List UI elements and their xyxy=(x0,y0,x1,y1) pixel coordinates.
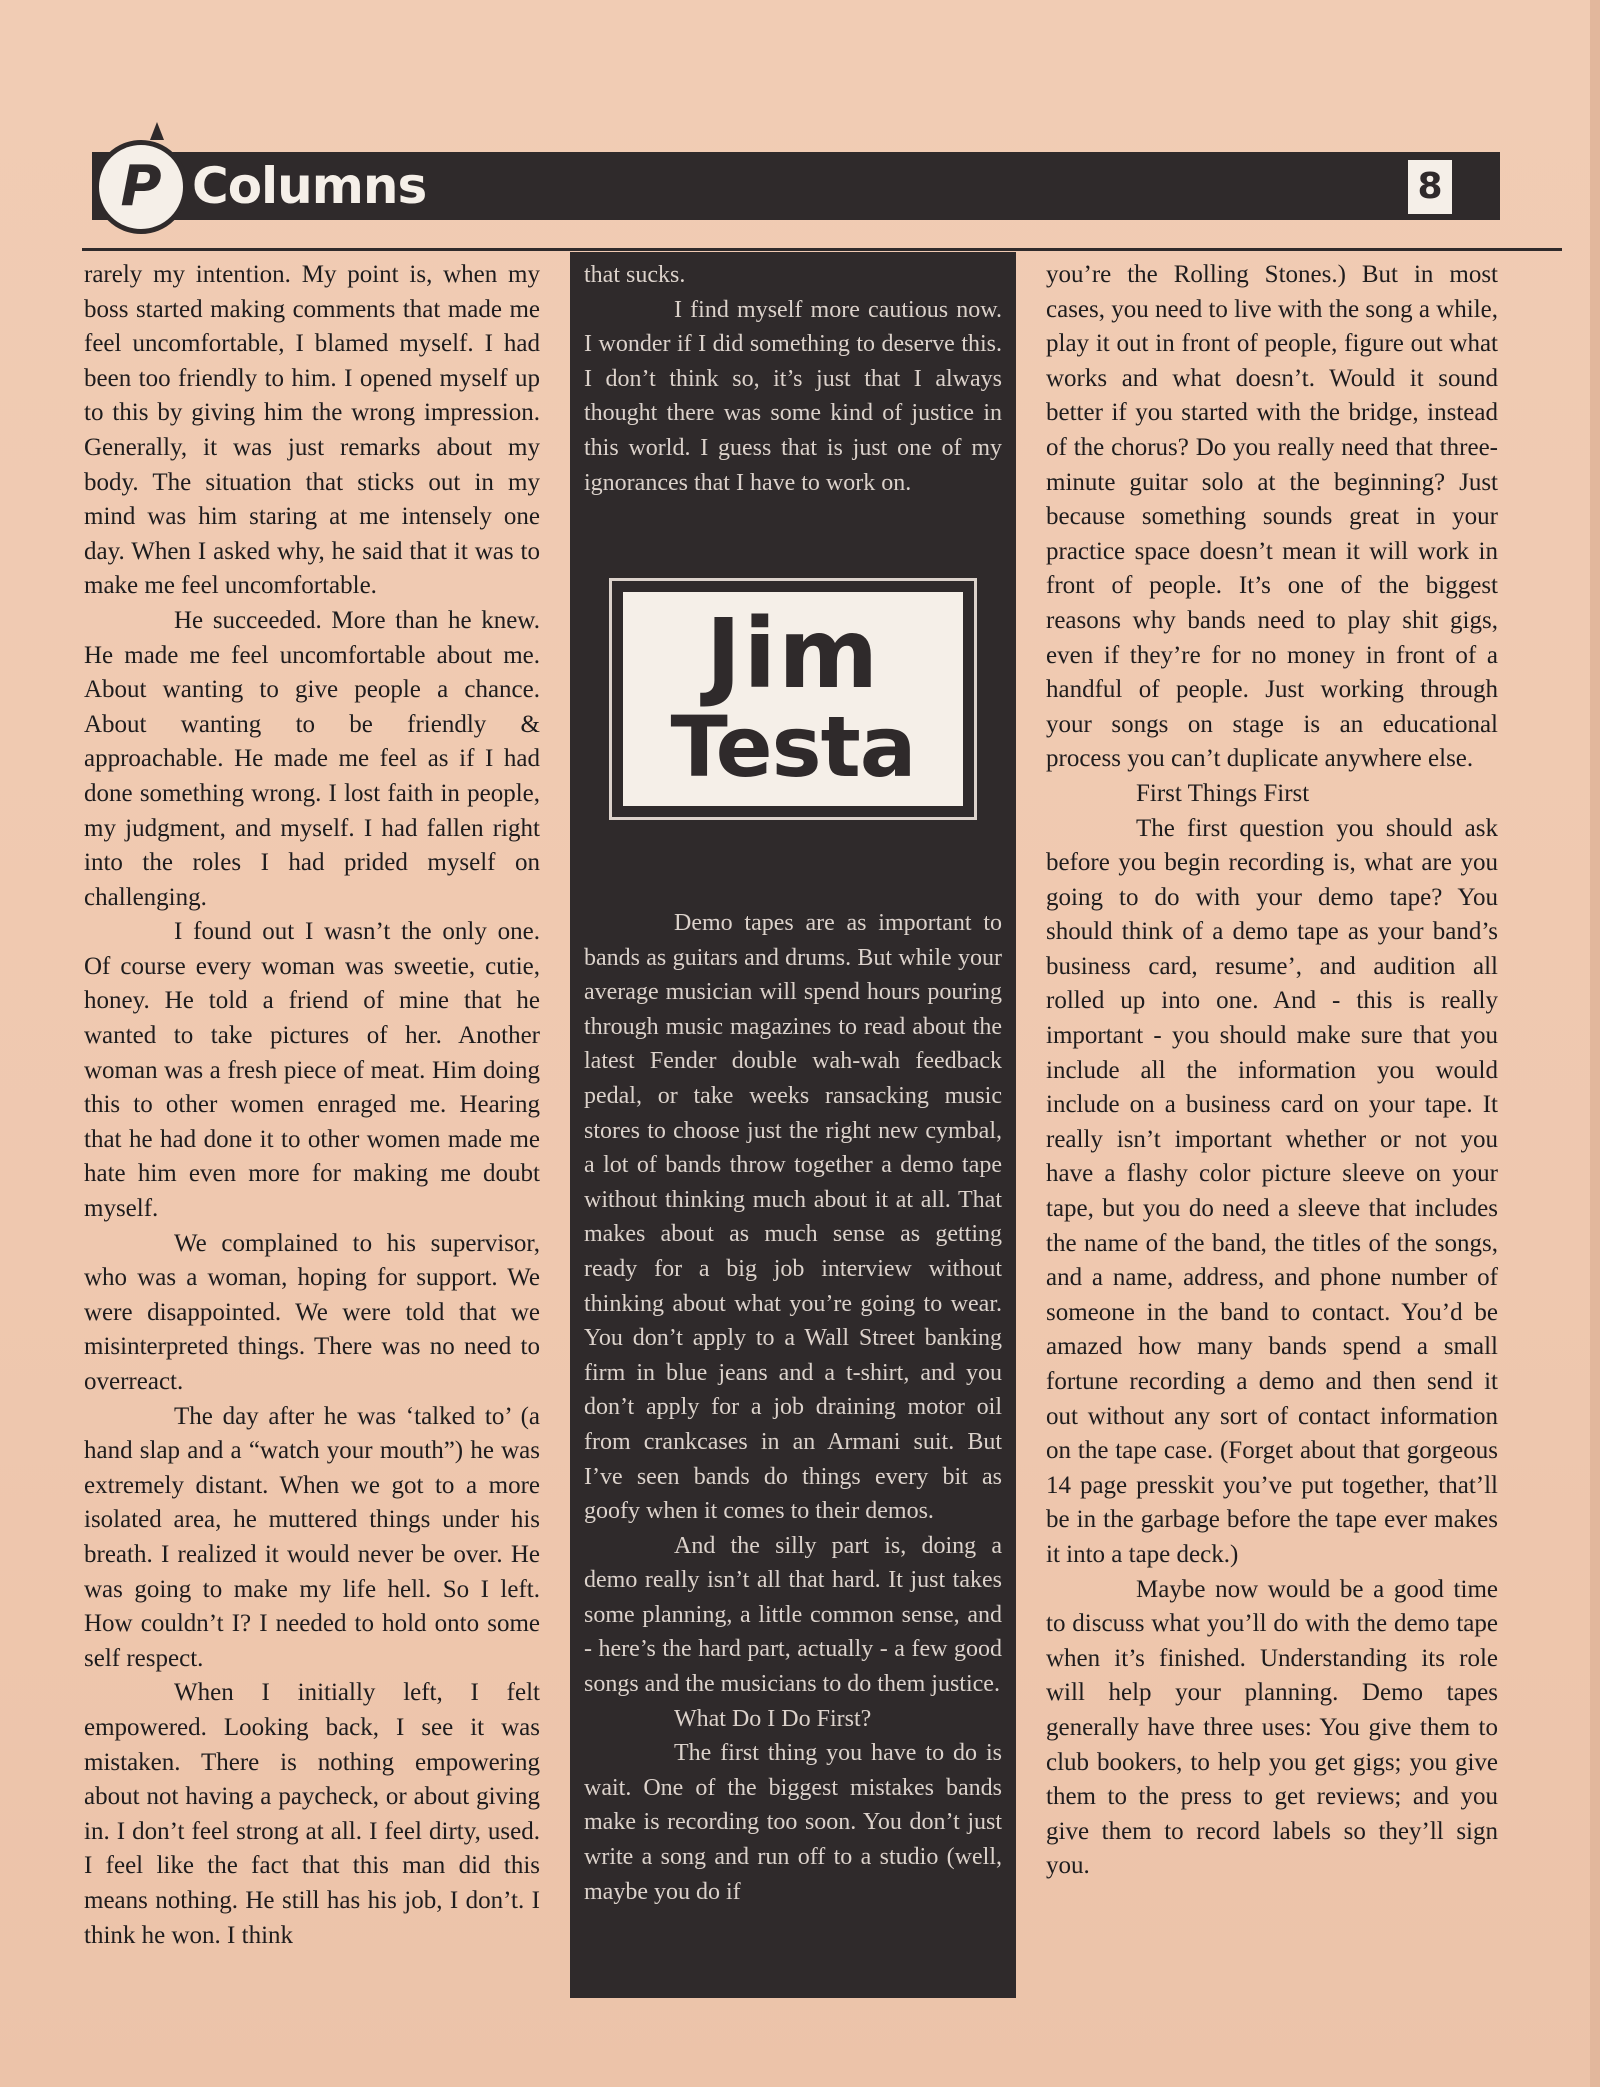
magazine-logo xyxy=(94,140,188,234)
column-right xyxy=(1046,258,1498,1884)
subheading: What Do I Do First? xyxy=(674,1705,872,1732)
column-middle-panel xyxy=(570,252,1016,1998)
logo-letter: P xyxy=(120,154,162,219)
paragraph: rarely my intention. My point is, when my boss started making comments that made me feel uncomfortable, I blamed myself. I had been too friendly to him. I opened myself up to this by giving him the wrong impression. Generally, it was just remarks about my body. The situation that sticks out in my mind was him staring at me intensely one day. When I asked why, he said that it was to make me feel uncomfortable. xyxy=(84,261,540,600)
paragraph: The first thing you have to do is wait. One of the biggest mistakes bands make is recording too soon. You don’t just write a song and run off to a studio (well, maybe you do if xyxy=(584,1740,1002,1905)
paragraph: I found out I wasn’t the only one. Of course every woman was sweetie, cutie, honey. He told a friend of mine that he wanted to take pictures of her. Another woman was a fresh piece of meat. Him doing this to other women enraged me. Hearing that he had done it to other women made me hate him even more for making me doubt myself. xyxy=(84,918,540,1223)
section-title: Columns xyxy=(192,157,427,215)
subheading: First Things First xyxy=(1136,779,1310,807)
paragraph: And the silly part is, doing a demo really isn’t all that hard. It just takes some planning, a little common sense, and - here’s the hard part, actually - a few good songs and the musicians to do them justice. xyxy=(584,1532,1002,1698)
paragraph: The first question you should ask before you begin recording is, what are you going to do with your demo tape? You should think of a demo tape as your band’s business card, resume’, and audition all rolled up into one. And - this is really important - you should make sure that you include all the information you would include on a business card on your tape. It really isn’t important whether or not you have a flashy color picture sleeve on your tape, but you do need a sleeve that includes the name of the band, the titles of the songs, and a name, address, and phone number of someone in the band to contact. You’d be amazed how many bands spend a small fortune recording a demo and then send it out without any sort of contact information on the tape case. (Forget about that gorgeous 14 page presskit you’ve put together, that’ll be in the garbage before the tape ever makes it into a tape deck.) xyxy=(1046,814,1498,1568)
article-body xyxy=(584,906,1002,2046)
page-number: 8 xyxy=(1408,160,1452,214)
paragraph: I find myself more cautious now. I wonder if I did something to deserve this. I don’t think so, it’s just that I always thought there was some kind of justice in this world. I guess that is just one of my ignorances that I have to work on. xyxy=(584,296,1002,496)
paragraph: The day after he was ‘talked to’ (a hand slap and a “watch your mouth”) he was extremely distant. When we got to a more isolated area, he muttered things under his breath. I realized it would never be over. He was going to make my life hell. So I left. How couldn’t I? I needed to hold onto some self respect. xyxy=(84,1402,540,1672)
paragraph: you’re the Rolling Stones.) But in most cases, you need to live with the song a while, play it out in front of people, figure out what works and what doesn’t. Would it sound better if you started with the bridge, instead of the chorus? Do you really need that three-minute guitar solo at the beginning? Just because something sounds great in your practice space doesn’t mean it will work in front of people. It’s one of the biggest reasons why bands need to play shit gigs, even if they’re for no money in front of a handful of people. Just working through your songs on stage is an educational process you can’t duplicate anywhere else. xyxy=(1046,261,1498,773)
paragraph: He succeeded. More than he knew. He made me feel uncomfortable about me. About wanting to give people a chance. About wanting to be friendly & approachable. He made me feel as if I had done something wrong. I lost faith in people, my judgment, and myself. I had fallen right into the roles I had prided myself on challenging. xyxy=(84,606,540,911)
author-byline xyxy=(623,592,963,806)
paragraph: We complained to his supervisor, who was a woman, hoping for support. We were disappointed. We were told that we misinterpreted things. There was no need to overreact. xyxy=(84,1229,540,1395)
column-continuation xyxy=(584,258,1002,538)
author-last-name: Testa xyxy=(670,698,916,796)
author-first-name: Jim xyxy=(705,598,881,710)
header-rule xyxy=(82,248,1562,251)
paragraph: Demo tapes are as important to bands as guitars and drums. But while your average musician will spend hours pouring through music magazines to read about the latest Fender double wah-wah feedback pedal, or take weeks ransacking music stores to choose just the right new cymbal, a lot of bands throw together a demo tape without thinking much about it at all. That makes about as much sense as getting ready for a big job interview without thinking about what you’re going to wear. You don’t apply to a Wall Street banking firm in blue jeans and a t-shirt, and you don’t apply for a job draining motor oil from crankcases in an Armani suit. But I’ve seen bands do things every bit as goofy when it comes to their demos. xyxy=(584,910,1002,1525)
logo-arrow-icon xyxy=(150,122,164,140)
paragraph: that sucks. xyxy=(584,262,686,288)
paragraph: Maybe now would be a good time to discuss what you’ll do with the demo tape when it’s finished. Understanding its role will help your planning. Demo tapes generally have three uses: You give them to club bookers, to help you get gigs; you give them to the press to get reviews; and you give them to record labels so they’ll sign you. xyxy=(1046,1575,1498,1880)
paragraph: When I initially left, I felt empowered. Looking back, I see it was mistaken. There is nothing empowering about not having a paycheck, or about giving in. I don’t feel strong at all. I feel dirty, used. I feel like the fact that this man did this means nothing. He still has his job, I don’t. I think he won. I think xyxy=(84,1679,540,1949)
author-byline-box xyxy=(609,578,977,820)
column-left xyxy=(84,258,540,1953)
